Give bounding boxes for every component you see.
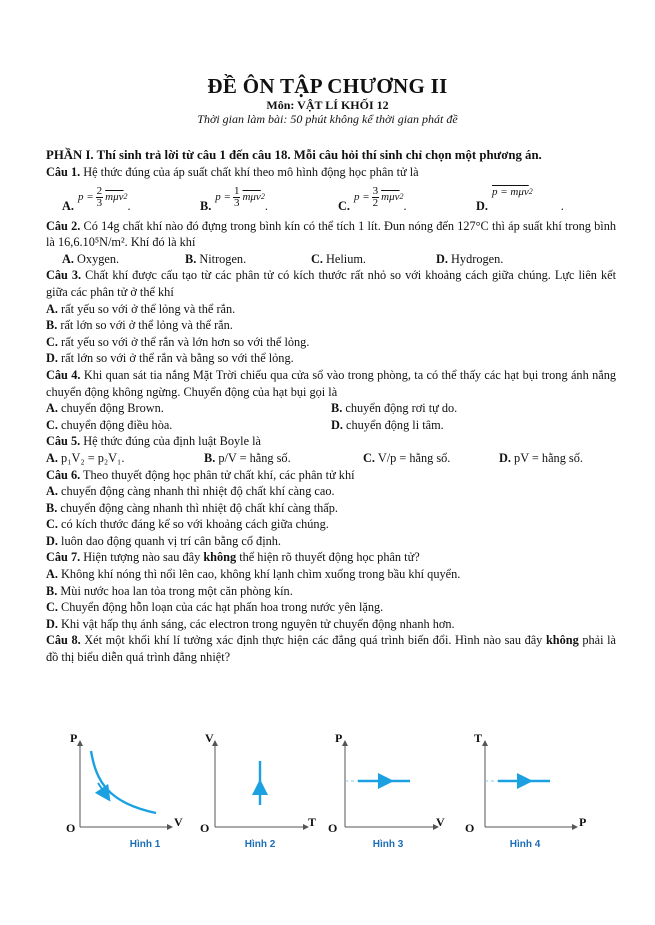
exam-header: [0, 74, 655, 126]
option-d[interactable]: D. p = mμv 2 .: [476, 186, 564, 213]
question-label: Câu 4.: [46, 367, 81, 382]
option-d[interactable]: D. Khi vật hấp thụ ánh sáng, các electron trong nguyên tử chuyển động nhanh hơn.: [46, 616, 455, 631]
question-1-options: [46, 181, 616, 215]
formula: p = $\frac{2}{3}$ $\overline{m\mu v}$ 2: [77, 184, 128, 209]
question-label: Câu 3.: [46, 268, 82, 283]
option-b[interactable]: B. chuyển động càng nhanh thì nhiệt độ chất khí càng thấp.: [46, 500, 338, 515]
figure-caption: Hình 1: [129, 839, 161, 850]
exam-title: ĐỀ ÔN TẬP CHƯƠNG II: [207, 74, 448, 98]
option-c[interactable]: C. rất yếu so với ở thể rắn và lớn hơn so với thể lỏng.: [46, 334, 310, 349]
question-text: Theo thuyết động học phân tử chất khí, các phân tử khí: [80, 467, 355, 482]
question-label: Câu 7.: [46, 550, 81, 565]
option-a[interactable]: A. p = $\frac{2}{3}$ $\overline{m\mu v}$ 2 .: [62, 184, 131, 213]
isotherm-curve: [91, 751, 156, 813]
x-axis-label: V: [436, 815, 445, 829]
option-a[interactable]: A. Không khí nóng thì nổi lên cao, không khí lạnh chìm xuống trong bầu khí quyển.: [46, 567, 461, 582]
exam-subject: Môn: VẬT LÍ KHỐI 12: [266, 98, 389, 112]
option-c[interactable]: C. p = $\frac{3}{2}$ $\overline{m\mu v}$ 2 .: [338, 184, 407, 213]
origin-label: O: [465, 821, 475, 835]
origin-label: O: [66, 821, 76, 835]
origin-label: O: [200, 821, 210, 835]
option-b[interactable]: B. Mùi nước hoa lan tỏa trong một căn phòng kín.: [46, 583, 293, 598]
option-c[interactable]: C. có kích thước đáng kể so với khoảng cách giữa chúng.: [46, 517, 329, 532]
question-2-options: [46, 251, 616, 268]
question-label: Câu 6.: [46, 467, 81, 482]
option-a[interactable]: A. chuyển động Brown.: [46, 401, 164, 416]
formula: p = mμv 2: [491, 186, 533, 198]
y-axis-label: T: [474, 731, 483, 745]
figure-caption: Hình 4: [509, 839, 541, 850]
question-label: Câu 5.: [46, 434, 81, 449]
option-d[interactable]: D. chuyển động li tâm.: [331, 417, 444, 432]
option-b[interactable]: B. Nitrogen.: [185, 251, 247, 266]
question-7: Câu 7. Hiện tượng nào sau đây không thể hiện rõ thuyết động học phân tử?: [46, 550, 420, 565]
x-axis-label: T: [308, 815, 317, 829]
exam-content: [46, 147, 616, 666]
option-c[interactable]: C. chuyển động điều hòa.: [46, 417, 173, 432]
question-5: [46, 433, 616, 450]
question-text: Khi quan sát tia nắng Mặt Trời chiếu qua cửa sổ vào trong phòng, ta có thể thấy các hạt bụi trong ánh nắng chuyển động không ngừng. Chuyển động của hạt bụi gọi là: [46, 367, 616, 399]
option-c[interactable]: C. Chuyển động hỗn loạn của các hạt phấn hoa trong nước yên lặng.: [46, 600, 384, 615]
figure-3[interactable]: [328, 731, 458, 855]
option-b[interactable]: B. p/V = hằng số.: [204, 450, 291, 465]
question-4: [46, 367, 616, 400]
question-6: [46, 467, 616, 484]
question-text: Có 14g chất khí nào đó đựng trong bình kín có thể tích 1 lít. Đun nóng đến 127°C thì áp suất khí trong bình là 16,6.10⁵N/m². Khí đó là khí: [46, 218, 616, 250]
question-5-options: [46, 450, 616, 467]
question-label: Câu 8.: [46, 633, 81, 648]
question-1: [46, 164, 616, 181]
option-d[interactable]: D. pV = hằng số.: [499, 450, 583, 465]
figure-1-graph: [60, 735, 190, 835]
section-heading: PHẦN I. Thí sinh trả lời từ câu 1 đến câu 18. Mỗi câu hỏi thí sinh chỉ chọn một phương án.: [46, 148, 542, 162]
figure-caption: Hình 2: [244, 839, 276, 850]
exam-time: Thời gian làm bài: 50 phút không kể thời gian phát đề: [197, 112, 458, 126]
question-4-options-row2: [46, 417, 616, 434]
option-a[interactable]: A. rất yếu so với ở thể lỏng và thể rắn.: [46, 301, 236, 316]
formula: p = $\frac{3}{2}$ $\overline{m\mu v}$ 2: [353, 184, 404, 209]
question-label: Câu 2.: [46, 218, 81, 233]
question-text: Hệ thức đúng của định luật Boyle là: [80, 434, 261, 449]
option-a[interactable]: A. p₁V₂ = p₂V₁.: [46, 450, 125, 465]
option-c[interactable]: C. Helium.: [311, 251, 367, 266]
option-c[interactable]: C. V/p = hằng số.: [363, 450, 451, 465]
figure-caption: Hình 3: [372, 839, 404, 850]
option-b[interactable]: B. p = $\frac{1}{3}$ $\overline{m\mu v}$ 2 .: [200, 184, 268, 213]
origin-label: O: [328, 821, 338, 835]
y-axis-label: P: [335, 731, 343, 745]
option-a[interactable]: A. chuyển động càng nhanh thì nhiệt độ chất khí càng cao.: [46, 484, 335, 499]
option-d[interactable]: D. luôn dao động quanh vị trí cân bằng cố định.: [46, 533, 281, 548]
question-8-figures: [60, 731, 620, 855]
option-a[interactable]: A. Oxygen.: [62, 251, 120, 266]
y-axis-label: P: [70, 731, 78, 745]
question-text: Hệ thức đúng của áp suất chất khí theo mô hình động học phân tử là: [80, 165, 419, 179]
question-text: Chất khí được cấu tạo từ các phân tử có kích thước rất nhỏ so với khoảng cách giữa chúng. Lực liên kết giữa các phân tử ở thể khí: [46, 268, 616, 299]
option-d[interactable]: D. rất lớn so với ở thể rắn và bằng so với thể lỏng.: [46, 351, 294, 366]
option-d[interactable]: D. Hydrogen.: [436, 251, 504, 266]
figure-1[interactable]: [60, 731, 190, 855]
formula: p = $\frac{1}{3}$ $\overline{m\mu v}$ 2: [215, 184, 265, 209]
option-b[interactable]: B. rất lớn so với ở thể lỏng và thể rắn.: [46, 318, 233, 333]
option-b[interactable]: B. chuyển động rơi tự do.: [331, 401, 458, 416]
question-2: [46, 218, 616, 251]
y-axis-label: V: [205, 731, 214, 745]
question-8: Câu 8. Xét một khối khí lí tưởng xác định thực hiện các đẳng quá trình biến đổi. Hình nào sau đây không phải là đồ thị biểu diễn quá trình đẳng nhiệt?: [46, 633, 617, 665]
x-axis-label: V: [174, 815, 183, 829]
figure-2[interactable]: [200, 731, 330, 855]
question-4-options-row1: [46, 400, 616, 417]
figure-4[interactable]: [465, 731, 605, 855]
x-axis-label: P: [579, 815, 587, 829]
question-3: [46, 267, 616, 300]
question-label: Câu 1.: [46, 165, 81, 179]
